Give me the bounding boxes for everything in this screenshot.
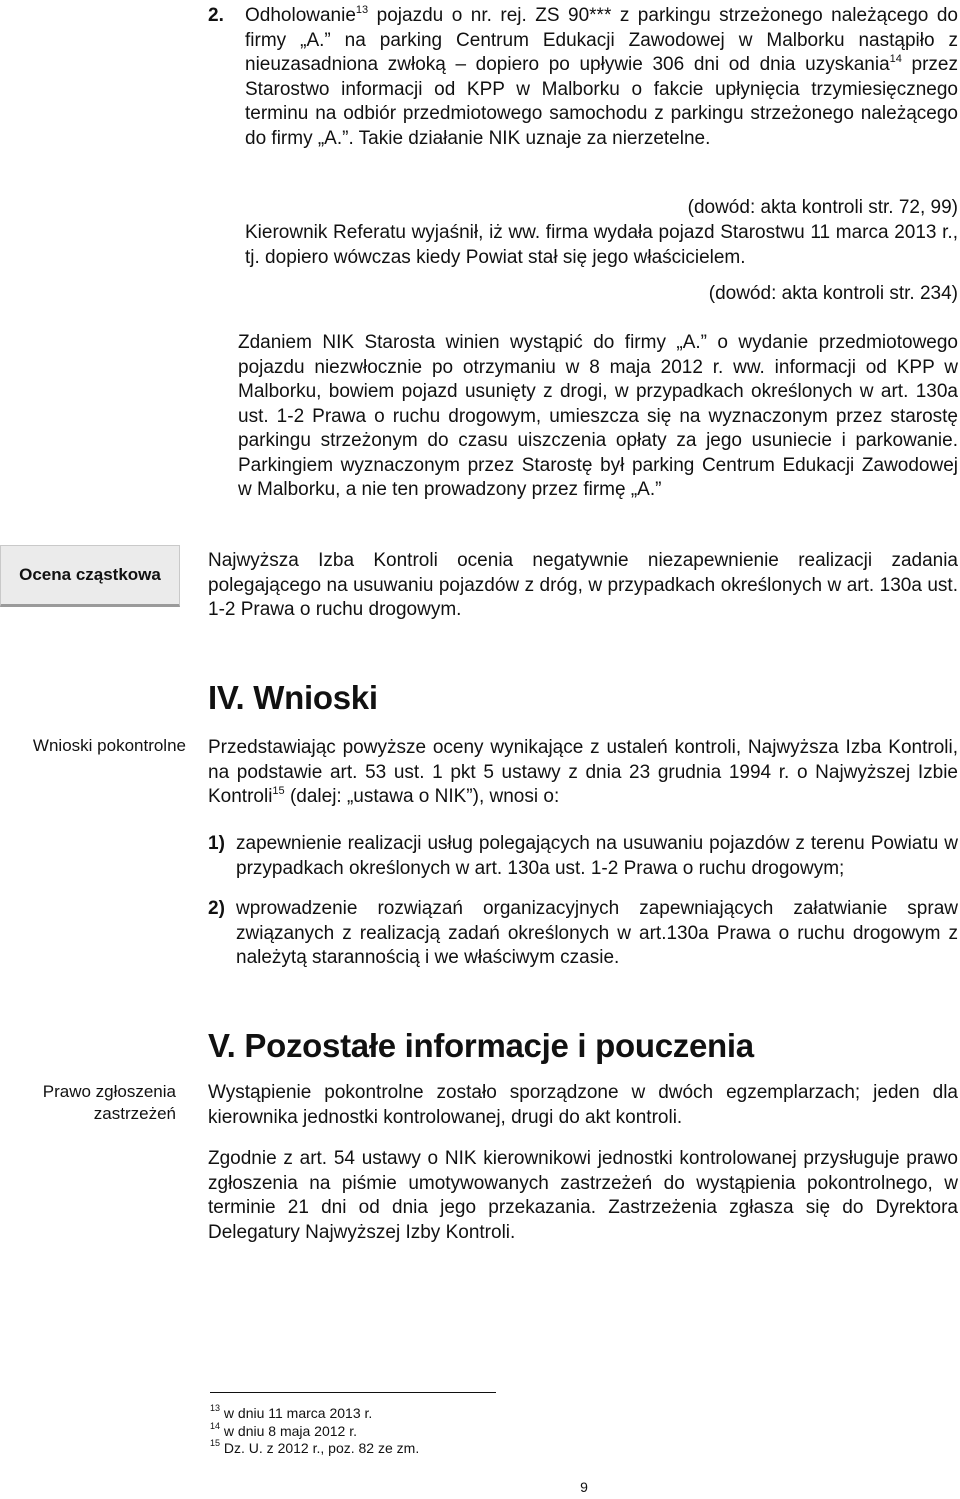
prawo-zgloszenia-side-label: Prawo zgłoszenia zastrzeżeń [42, 1082, 176, 1123]
footnote-separator [210, 1392, 496, 1393]
footnote-14: $^{14}$ w dniu 8 maja 2012 r. [210, 1420, 357, 1439]
wniosek-item-2-text: wprowadzenie rozwiązań organizacyjnych zapewniających załatwianie spraw związanych z realizacją zadań określonych w art.130a Prawa o ruchu drogowym z należytą starannością i we właściwym czasie. [236, 898, 958, 968]
wniosek-item-1-number: 1) [208, 833, 225, 854]
wniosek-item-1-text: zapewnienie realizacji usług polegających na usuwaniu pojazdów z terenu Powiatu w przypadkach określonych w art. 130a ust. 1-2 Prawa o ruchu drogowym; [236, 833, 958, 879]
ocena-paragraph: Najwyższa Izba Kontroli ocenia negatywnie niezapewnienie realizacji zadania polegającego na usuwaniu pojazdów z dróg, w przypadkach określonych w art. 130a ust. 1-2 Prawa o ruchu drogowym. [208, 550, 958, 620]
item-2-first-paragraph [208, 4, 958, 151]
footnote-ref-13: 13 [355, 3, 369, 16]
item-2-text-a: Odholowanie [245, 5, 356, 26]
pozostale-paragraph-1: Wystąpienie pokontrolne zostało sporządzone w dwóch egzemplarzach; jeden dla kierownika jednostki kontrolowanej, drugi do akt kontroli. [208, 1082, 958, 1128]
section-iv-heading: IV. Wnioski [208, 679, 378, 716]
wniosek-item-2 [208, 897, 958, 971]
item-2-text-c: przez Starostwo informacji od KPP w Malborku o fakcie upłynięcia trzymiesięcznego terminu na odbiór przedmiotowego samochodu z parkingu strzeżonego należącego do firmy „A.”. Takie działanie NIK uznaje za nierzetelne. [245, 54, 958, 149]
footnote-13: $^{13}$ w dniu 11 marca 2013 r. [210, 1403, 373, 1421]
nik-opinion-paragraph: Zdaniem NIK Starosta winien wystąpić do firmy „A.” o wydanie przedmiotowego pojazdu niezwłocznie po otrzymaniu w 8 maja 2012 r. ww. informacji od KPP w Malborku, bowiem pojazd usunięty z drogi, w przypadkach określonych w art. 130a ust. 1-2 Prawa o ruchu drogowym, umieszcza się na wyznaczonym przez starostę parkingu strzeżonym do czasu uiszczenia opłaty za jego usuniecie i parkowanie. Parkingiem wyznaczonym przez Starostę był parking Centrum Edukacji Zawodowej w Malborku, a nie ten prowadzony przez firmę „A.” [238, 332, 958, 500]
footnote-ref-14: 14 [889, 52, 902, 65]
wnioski-intro-text-b: (dalej: „ustawa o NIK”), wnosi o: [284, 786, 560, 807]
page-number: 9 [580, 1479, 588, 1495]
footnote-ref-15: 15 [272, 784, 285, 797]
wniosek-item-2-number: 2) [208, 898, 225, 919]
wnioski-intro-paragraph [208, 736, 958, 810]
evidence-ref-2: (dowód: akta kontroli str. 234) [708, 283, 958, 304]
wnioski-side-label: Wnioski pokontrolne [32, 736, 186, 755]
wnioski-intro-text-a: Przedstawiając powyższe oceny wynikające z ustaleń kontroli, Najwyższa Izba Kontroli, na podstawie art. 53 ust. 1 pkt 5 ustawy z dnia 23 grudnia 1994 r. o Najwyższej Izbie Kontroli [208, 737, 958, 807]
explanation-paragraph: Kierownik Referatu wyjaśnił, iż ww. firma wydała pojazd Starostwu 11 marca 2013 r., tj. dopiero wówczas kiedy Powiat stał się jego właścicielem. [245, 222, 958, 268]
section-v-heading: V. Pozostałe informacje i pouczenia [208, 1027, 754, 1064]
item-2-text-b: pojazdu o nr. rej. ZS 90*** z parkingu strzeżonego należącego do firmy „A.” na parking Centrum Edukacji Zawodowej w Malborku nastąpiło z nieuzasadniona zwłoką – dopiero po upływie 306 dni od dnia uzyskania [245, 5, 958, 75]
evidence-ref-1: (dowód: akta kontroli str. 72, 99) [687, 197, 958, 218]
item-2-number: 2. [208, 5, 224, 26]
footnote-15: $^{15}$ Dz. U. z 2012 r., poz. 82 ze zm. [210, 1438, 420, 1456]
footnotes [210, 1405, 419, 1458]
pozostale-paragraph-2: Zgodnie z art. 54 ustawy o NIK kierownikowi jednostki kontrolowanej przysługuje prawo zgłoszenia na piśmie umotywowanych zastrzeżeń do wystąpienia pokontrolnego, w terminie 21 dni od dnia jego przekazania. Zastrzeżenia zgłasza się do Dyrektora Delegatury Najwyższej Izby Kontroli. [208, 1148, 958, 1243]
ocena-czastkowa-label: Ocena cząstkowa [0, 545, 180, 607]
wniosek-item-1 [208, 832, 958, 881]
